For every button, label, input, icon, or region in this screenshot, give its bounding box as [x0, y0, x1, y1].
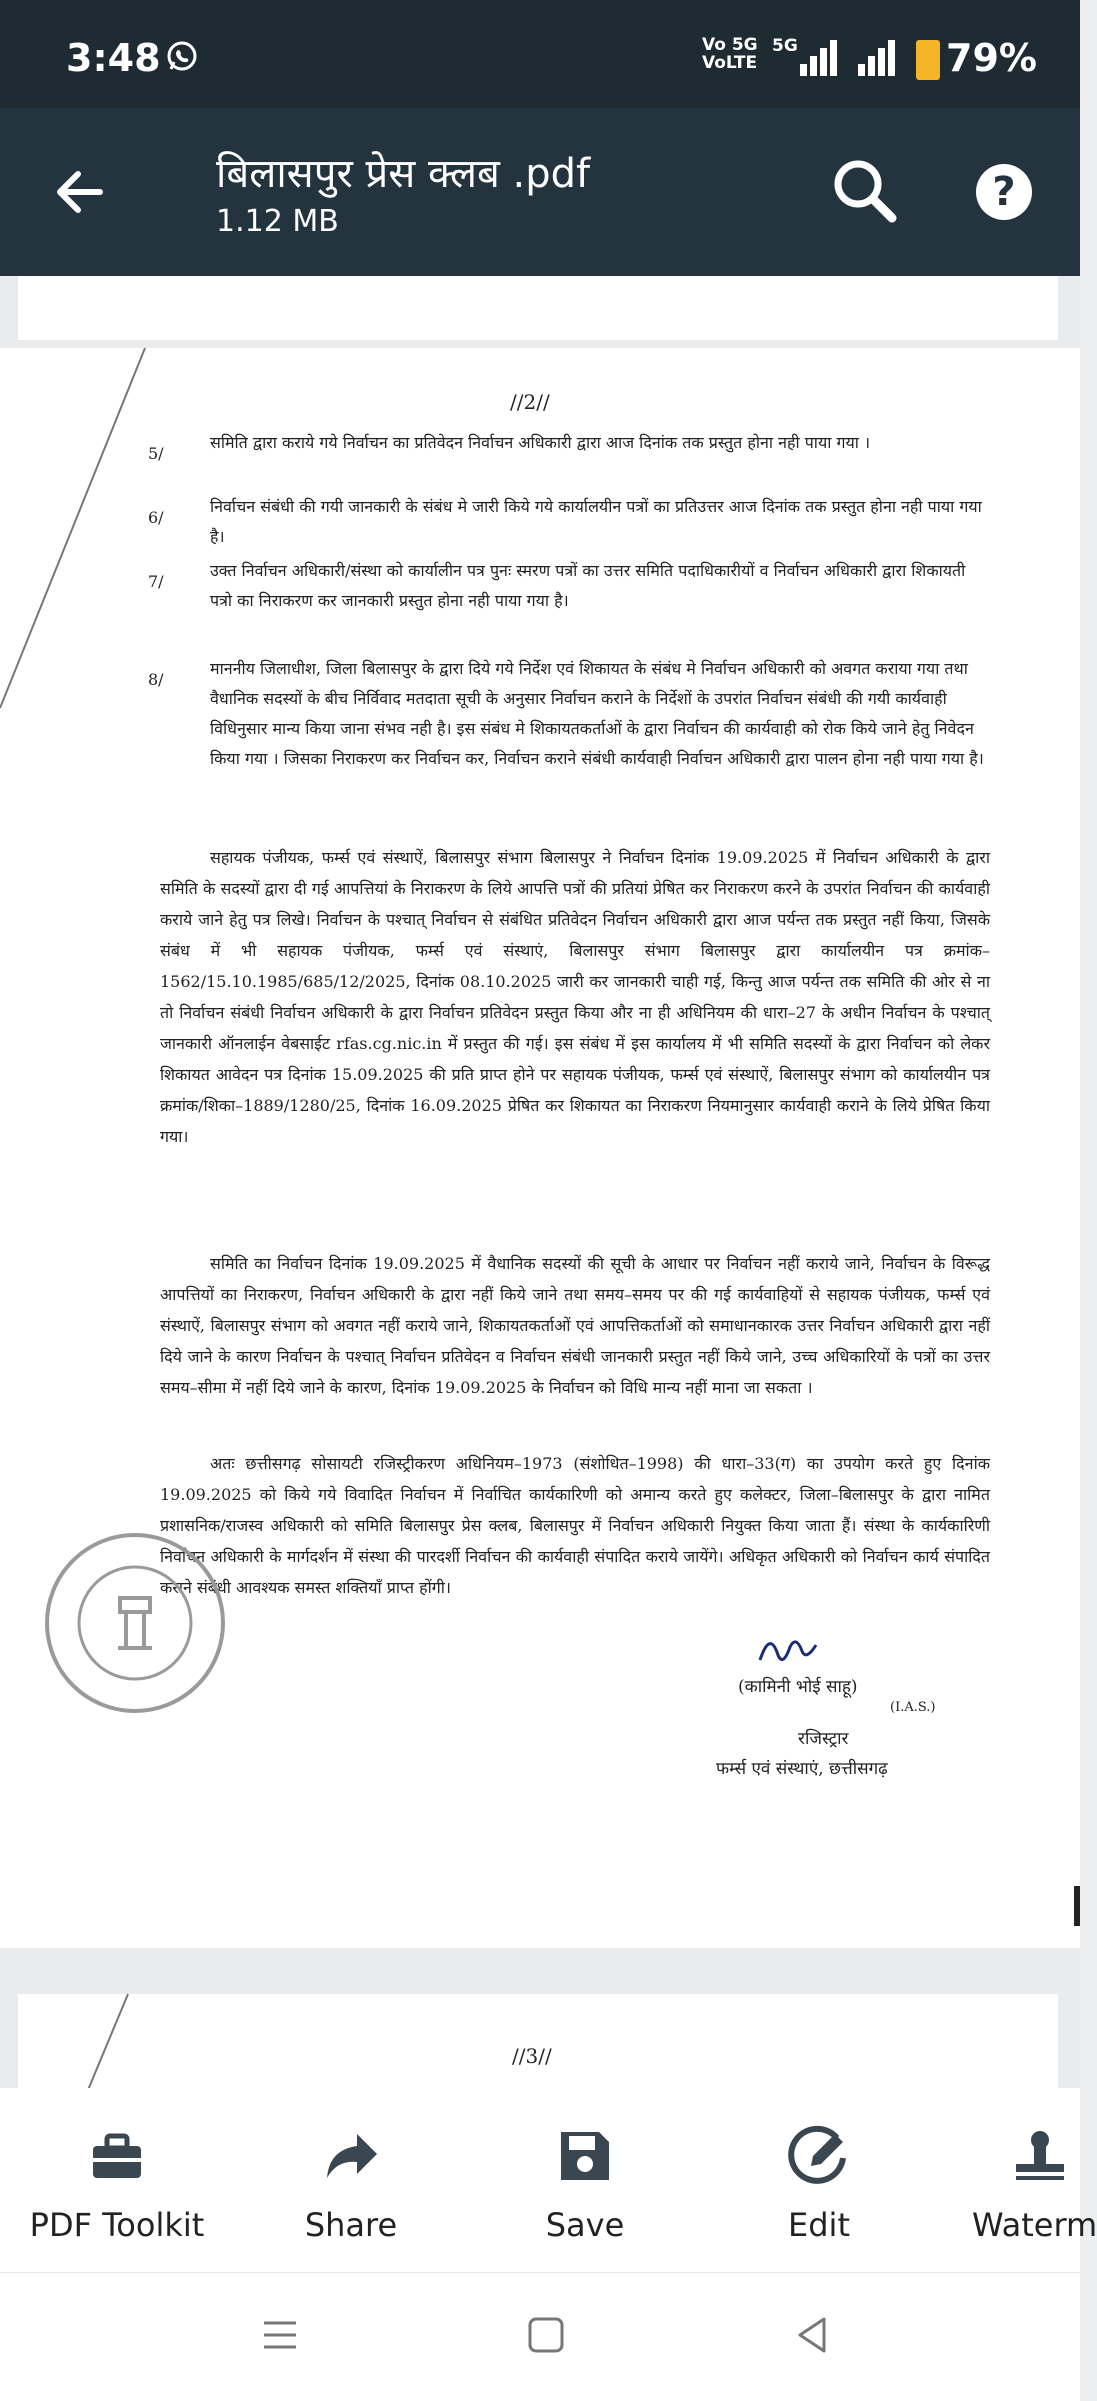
help-icon[interactable]: ?: [976, 164, 1032, 220]
network-indicator: Vo 5G VoLTE: [702, 35, 758, 73]
item-text: निर्वाचन संबंधी की गयी जानकारी के संबंध मे जारी किये गये कार्यालयीन पत्रों का प्रतिउत्तर आज दिनांक तक प्रस्तुत होना नही पाया गया है।: [210, 497, 982, 546]
official-seal-stamp: [40, 1528, 230, 1718]
signature-org: फर्म्स एवं संस्थाएं, छत्तीसगढ़: [716, 1759, 888, 1779]
status-time: 3:48: [66, 36, 161, 80]
search-icon[interactable]: [828, 154, 900, 226]
item-text: समिति द्वारा कराये गये निर्वाचन का प्रतिवेदन निर्वाचन अधिकारी द्वारा आज दिनांक तक प्रस्तुत होना नही पाया गया ।: [210, 433, 871, 452]
back-nav-icon[interactable]: [790, 2313, 834, 2357]
paragraph-3: अतः छत्तीसगढ़ सोसायटी रजिस्ट्रीकरण अधिनियम–1973 (संशोधित–1998) की धारा–33(ग) का उपयोग करते हुए दिनांक 19.09.2025 को किये गये विवादित निर्वाचन में निर्वाचित कार्यकारिणी को अमान्य करते हुए कलेक्टर, जिला–बिलासपुर के द्वारा नामित प्रशासनिक/राजस्व अधिकारी को समिति बिलासपुर प्रेस क्लब, बिलासपुर में निर्वाचन अधिकारी नियुक्त किया जाता हैं। संस्था के कार्यकारिणी निर्वाचन अधिकारी के मार्गदर्शन में संस्था की पारदर्शी निर्वाचन की कार्यवाही संपादित कराये जायेंगे। अधिकृत अधिकारी को निर्वाचन कार्य संपादित कराने संबंधी आवश्यक समस्त शक्तियाँ प्राप्त होंगी।: [160, 1454, 990, 1597]
tool-label: PDF Toolkit: [29, 2206, 205, 2244]
toolbox-icon: [85, 2124, 149, 2188]
edit-icon: [787, 2124, 851, 2188]
file-title: बिलासपुर प्रेस क्लब .pdf: [216, 151, 591, 197]
pdf-page: [0, 348, 1080, 1948]
bottom-toolbar: [0, 2088, 1097, 2272]
pdf-viewer[interactable]: [0, 276, 1080, 2088]
home-icon[interactable]: [524, 2313, 568, 2357]
watermark-icon: [1008, 2124, 1072, 2188]
save-button[interactable]: [468, 2088, 702, 2272]
paragraph-2: समिति का निर्वाचन दिनांक 19.09.2025 में वैधानिक सदस्यों की सूची के आधार पर निर्वाचन नहीं कराये जाने, निर्वाचन के विरूद्ध आपत्तियों का निराकरण, निर्वाचन अधिकारी के द्वारा नहीं किये जाने तथा समय–समय पर की गई कार्यवाहियों से सहायक पंजीयक, फर्म्स एवं संस्थाऐं, बिलासपुर संभाग को अवगत नहीं कराये जाने, शिकायतकर्ताओं एवं आपत्तिकर्ताओं को समाधानकारक उत्तर निर्वाचन अधिकारी द्वारा नहीं दिये जाने के कारण निर्वाचन के पश्चात् निर्वाचन प्रतिवेदन व निर्वाचन संबंधी जानकारी प्रस्तुत नहीं किये जाने, उच्च अधिकारियों के पत्रों का उत्तर समय–सीमा में नहीं दिये जाने के कारण, दिनांक 19.09.2025 के निर्वाचन को विधि मान्य नहीं माना जा सकता ।: [160, 1254, 990, 1397]
tool-label: Waterm: [972, 2206, 1097, 2244]
whatsapp-icon: [166, 40, 198, 72]
signal-icon-2: [858, 38, 902, 78]
signature-name: (कामिनी भोई साहू): [738, 1677, 858, 1697]
signature-service: (I.A.S.): [890, 1700, 936, 1715]
status-bar: [0, 0, 1080, 108]
signal-icon: [800, 38, 844, 78]
item-number: 5/: [148, 444, 164, 463]
file-size: 1.12 MB: [216, 204, 339, 239]
item-number: 7/: [148, 572, 164, 591]
network-5g-label: 5G: [772, 36, 798, 56]
edit-button[interactable]: [702, 2088, 936, 2272]
item-text: उक्त निर्वाचन अधिकारी/संस्था को कार्यालीन पत्र पुनः स्मरण पत्रों का उत्तर समिति पदाधिकारीयों व निर्वाचन अधिकारी द्वारा शिकायती पत्रो का निराकरण कर जानकारी प्रस्तुत होना नही पाया गया है।: [210, 561, 966, 610]
scroll-indicator[interactable]: [1074, 1886, 1080, 1926]
signature-title: रजिस्ट्रार: [798, 1729, 849, 1749]
save-icon: [553, 2124, 617, 2188]
item-number: 6/: [148, 508, 164, 527]
item-text: माननीय जिलाधीश, जिला बिलासपुर के द्वारा दिये गये निर्देश एवं शिकायत के संबंध मे निर्वाचन अधिकारी को अवगत कराया गया तथा वैधानिक सदस्यों के बीच निर्विवाद मतदाता सूची के अनुसार निर्वाचन कराने के निर्देशों के उपरांत निर्वाचन संबंधी की गयी कार्यवाही विधिनुसार मान्य किया जाना संभव नही है। इस संबंध मे शिकायतकर्ताओं के द्वारा निर्वाचन की कार्यवाही को रोक किये जाने हेतु निवेदन किया गया । जिसका निराकरण कर निर्वाचन कर, निर्वाचन कराने संबंधी कार्यवाही निर्वाचन अधिकारी द्वारा पालन होना नही पाया गया है।: [210, 659, 984, 768]
tool-label: Share: [304, 2206, 398, 2244]
item-number: 8/: [148, 670, 164, 689]
battery-icon: [916, 40, 940, 80]
signature-scribble: [755, 1630, 825, 1674]
tool-label: Edit: [788, 2206, 850, 2244]
back-arrow-icon[interactable]: [50, 162, 110, 222]
page-marker: //2//: [510, 390, 550, 414]
system-nav-bar: [0, 2272, 1080, 2401]
previous-page-edge: [18, 276, 1058, 340]
share-button[interactable]: [234, 2088, 468, 2272]
battery-percent: 79%: [946, 36, 1037, 80]
next-page-marker: //3//: [512, 2044, 552, 2068]
paragraph-1: सहायक पंजीयक, फर्म्स एवं संस्थाऐं, बिलासपुर संभाग बिलासपुर ने निर्वाचन दिनांक 19.09.2025 में निर्वाचन अधिकारी के द्वारा समिति के सदस्यों द्वारा दी गई आपत्तियां के निराकरण के लिये आपत्ति पत्रों की प्रतियां प्रेषित कर निराकरण करने के उपरांत निर्वाचन की कार्यवाही कराये जाने हेतु पत्र लिखे। निर्वाचन के पश्चात् निर्वाचन से संबंधित प्रतिवेदन निर्वाचन अधिकारी द्वारा आज पर्यन्त तक प्रस्तुत नहीं किया, जिसके संबंध में भी सहायक पंजीयक, फर्म्स एवं संस्थाएं, बिलासपुर संभाग बिलासपुर द्वारा कार्यालयीन पत्र क्रमांक–1562/15.10.1985/685/12/2025, दिनांक 08.10.2025 जारी कर जानकारी चाही गई, किन्तु आज पर्यन्त तक समिति की ओर से ना तो निर्वाचन संबंधी निर्वाचन अधिकारी के द्वारा निर्वाचन प्रतिवेदन प्रस्तुत किया और ना ही अधिनियम की धारा–27 के अधीन निर्वाचन के पश्चात् जानकारी ऑनलाईन वेबसाईट rfas.cg.nic.in में प्रस्तुत की गई। इस संबंध में इस कार्यालय में भी समिति सदस्यों के द्वारा निर्वाचन को लेकर शिकायत आवेदन पत्र दिनांक 15.09.2025 की प्रति प्राप्त होने पर सहायक पंजीयक, फर्म्स एवं संस्थाऐं, बिलासपुर संभाग को कार्यालयीन पत्र क्रमांक/शिका–1889/1280/25, दिनांक 16.09.2025 प्रेषित कर शिकायत का निराकरण नियमानुसार कार्यवाही कराने के लिये प्रेषित किया गया।: [160, 848, 990, 1146]
scan-line: [0, 348, 160, 728]
share-icon: [319, 2124, 383, 2188]
app-bar: [0, 108, 1080, 276]
pdf-toolkit-button[interactable]: [0, 2088, 234, 2272]
recent-apps-icon[interactable]: [258, 2313, 302, 2357]
watermark-button[interactable]: [936, 2088, 1096, 2272]
tool-label: Save: [545, 2206, 625, 2244]
